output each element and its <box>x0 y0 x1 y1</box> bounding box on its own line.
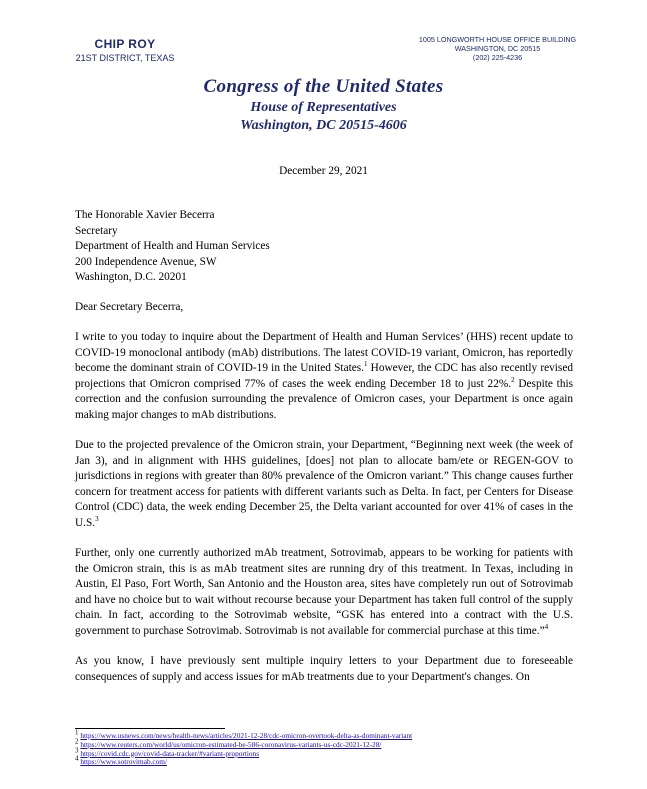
recipient-line: Secretary <box>75 224 118 237</box>
footnote-number: 1 <box>75 728 79 737</box>
footnote-number: 4 <box>75 754 79 763</box>
paragraph-3 <box>75 546 573 639</box>
office-line: (202) 225-4236 <box>472 53 523 62</box>
recipient-line: 200 Independence Avenue, SW <box>75 255 217 268</box>
recipient-line: Washington, D.C. 20201 <box>75 271 187 283</box>
recipient-address <box>75 208 573 286</box>
footnote-link[interactable]: https://covid.cdc.gov/covid-data-tracker/#variant-proportions <box>80 748 260 758</box>
footnote-number: 2 <box>75 737 79 746</box>
salutation: Dear Secretary Becerra, <box>75 300 184 313</box>
footnote-item <box>75 754 573 767</box>
footnotes <box>75 728 573 767</box>
recipient-line: Department of Health and Human Services <box>75 240 270 252</box>
footnote-link[interactable]: https://www.usnews.com/news/health-news/articles/2021-12-28/cdc-omicron-overtook-delta-as-dominant-variant <box>80 731 413 740</box>
footnote-ref: 4 <box>544 622 549 631</box>
sender-block <box>70 37 180 63</box>
recipient-line: The Honorable Xavier Becerra <box>75 209 215 221</box>
masthead-congress: Congress of the United States <box>203 76 444 97</box>
sender-district: 21ST DISTRICT, TEXAS <box>75 53 175 63</box>
sender-name: CHIP ROY <box>94 37 156 51</box>
footnote-ref: 3 <box>95 514 99 523</box>
paragraph-text: I write to you today to inquire about the Department of Health and Human Services’ (HHS) recent update to COVID-19 monoclonal antibody (mAb) distributions. The latest COVID-19 variant, Omicron, has reportedly become the dominant strain of COVID-19 in the United States. <box>75 331 573 374</box>
masthead-city: Washington, DC 20515-4606 <box>240 118 407 133</box>
paragraph-1 <box>75 330 573 423</box>
footnote-ref: 2 <box>511 375 515 384</box>
paragraph-text: Due to the projected prevalence of the Omicron strain, your Department, “Beginning next week (the week of Jan 3), and in alignment with HHS guidelines, [does] not plan to allocate bam/ete or REGEN-GOV to jurisdictions in regions with greater than 80% prevalence of the Omicron variant.” This change causes further concern for treatment access for patients with different variants such as Delta. In fact, per Centers for Disease Control (CDC) data, the week ending December 25, the Delta variant accounted for over 41% of cases in the U.S. <box>75 439 573 529</box>
office-address-block <box>400 35 595 62</box>
footnote-link[interactable]: https://www.reuters.com/world/us/omicron-estimated-be-586-coronavirus-variants-us-cdc-2021-12-28/ <box>80 739 382 749</box>
office-line: WASHINGTON, DC 20515 <box>454 44 541 53</box>
footnote-link[interactable]: https://www.sotrovimab.com/ <box>80 757 168 767</box>
footnote-ref: 1 <box>363 360 368 369</box>
letter-date: December 29, 2021 <box>279 165 368 177</box>
footnote-divider <box>75 728 225 729</box>
footnote-number: 3 <box>75 746 79 755</box>
masthead <box>150 76 497 135</box>
paragraph-text: Despite this correction and the confusion surrounding the prevalence of Omicron cases, your Department is once again making major changes to mAb distributions. <box>75 377 574 421</box>
office-line: 1005 LONGWORTH HOUSE OFFICE BUILDING <box>418 35 577 44</box>
paragraph-text: However, the CDC has also recently revised projections that Omicron comprised 77% of cases the week ending December 18 to just 22%. <box>75 362 573 390</box>
letter-body <box>75 208 573 685</box>
paragraph-4 <box>75 654 573 685</box>
paragraph-text: Further, only one currently authorized mAb treatment, Sotrovimab, appears to be working for patients with the Omicron strain, this is as mAb treatment sites are running dry of this treatment. In Texas, including in Austin, El Paso, Fort Worth, San Antonio and the Houston area, sites have completely run out of Sotrovimab and have no choice but to wait without recourse because your Department has taken full control of the supply chain. In fact, according to the Sotrovimab website, “GSK has entered into a contract with the U.S. government to purchase Sotrovimab. Sotrovimab is not available for commercial purchase at this time.” <box>75 547 573 637</box>
masthead-house: House of Representatives <box>250 100 397 115</box>
paragraph-text: As you know, I have previously sent multiple inquiry letters to your Department due to foreseeable consequences of supply and access issues for mAb treatments due to your Department's changes. On <box>75 655 573 683</box>
paragraph-2 <box>75 438 573 531</box>
